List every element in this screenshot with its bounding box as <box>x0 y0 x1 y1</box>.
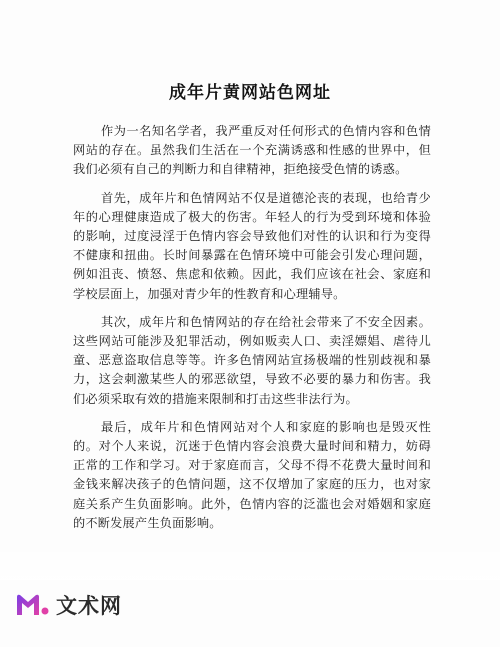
paragraph-1: 作为一名知名学者，我严重反对任何形式的色情内容和色情网站的存在。虽然我们生活在一个充满诱惑和性感的世界中，但我们必须有自己的判断力和自律精神，拒绝接受色情的诱惑。 <box>73 124 431 177</box>
bottom-fade <box>0 540 500 580</box>
wenshu-logo-icon <box>14 591 50 619</box>
document-body <box>73 122 431 542</box>
paragraph-2: 首先，成年片和色情网站不仅是道德沦丧的表现，也给青少年的心理健康造成了极大的伤害。年轻人的行为受到环境和体验的影响，过度浸淫于色情内容会导致他们对性的认识和行为变得不健康和扭曲。长时间暴露在色情环境中可能会引发心理问题，例如沮丧、愤怒、焦虑和依赖。因此，我们应该在社会、家庭和学校层面上，加强对青少年的性教育和心理辅导。 <box>73 190 431 301</box>
watermark-text: 文术网 <box>56 594 122 618</box>
document-title: 成年片黄网站色网址 <box>169 83 331 103</box>
watermark <box>14 590 122 620</box>
paragraph-4: 最后，成年片和色情网站对个人和家庭的影响也是毁灭性的。对个人来说，沉迷于色情内容会浪费大量时间和精力，妨碍正常的工作和学习。对于家庭而言，父母不得不花费大量时间和金钱来解决孩子的色情问题，这不仅增加了家庭的压力，也对家庭关系产生负面影响。此外，色情内容的泛滥也会对婚姻和家庭的不断发展产生负面影响。 <box>73 419 431 530</box>
paragraph-3: 其次，成年片和色情网站的存在给社会带来了不安全因素。这些网站可能涉及犯罪活动，例如贩卖人口、卖淫嫖娼、虐待儿童、恶意盗取信息等等。许多色情网站宣扬极端的性别歧视和暴力，这会刺激某些人的邪恶欲望，导致不必要的暴力和伤害。我们必须采取有效的措施来限制和打击这些非法行为。 <box>73 314 431 406</box>
